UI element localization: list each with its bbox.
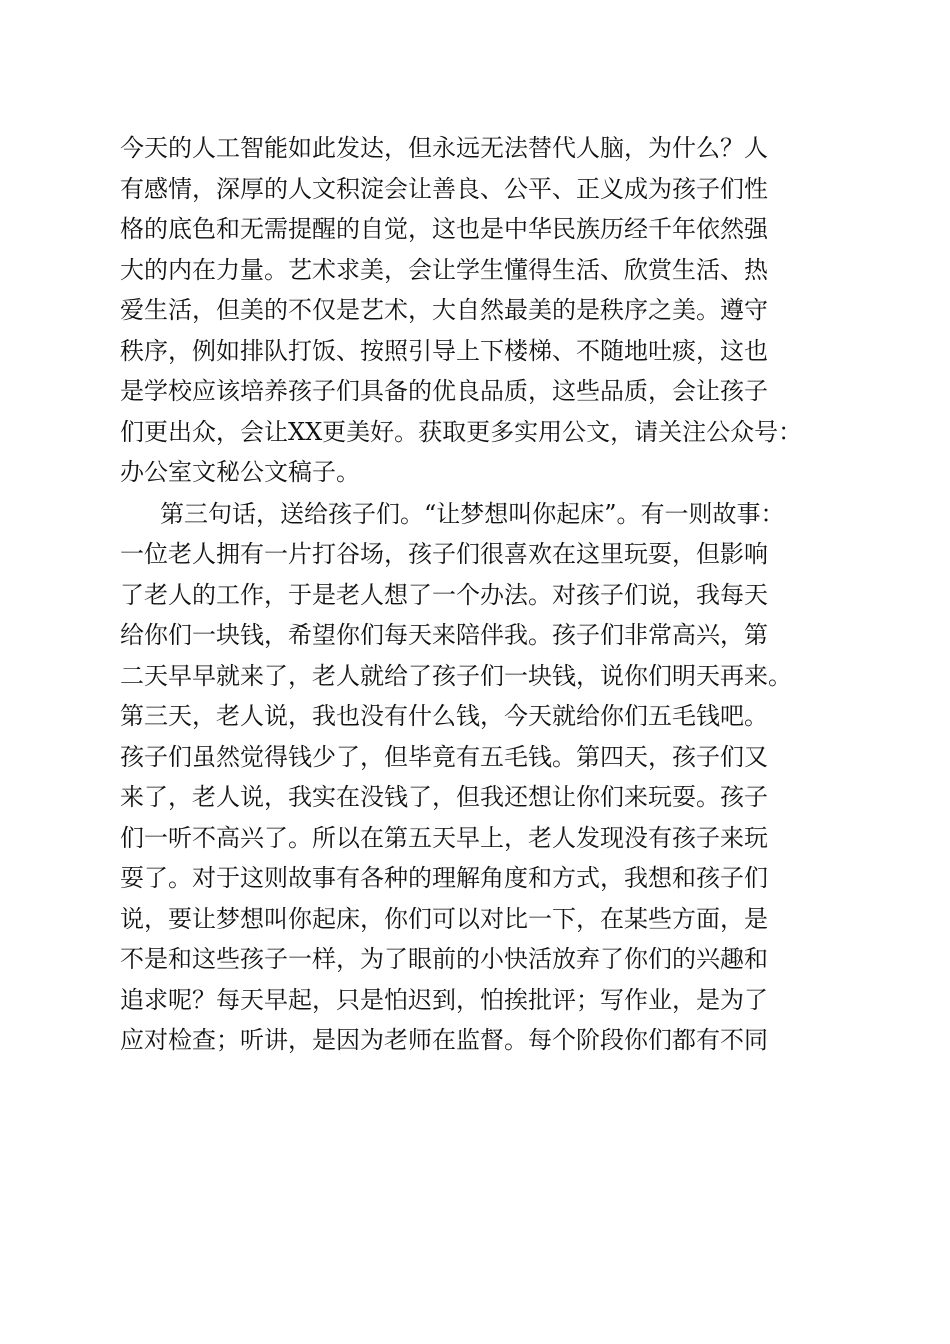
paragraph-line: 了老人的工作，于是老人想了一个办法。对孩子们说，我每天 xyxy=(120,580,768,609)
paragraph-line: 不是和这些孩子一样，为了眼前的小快活放弃了你们的兴趣和 xyxy=(120,945,768,973)
paragraph-line: 有感情，深厚的人文积淀会让善良、公平、正义成为孩子们性 xyxy=(120,174,768,203)
paragraph-line: 大的内在力量。艺术求美，会让学生懂得生活、欣赏生活、热 xyxy=(120,255,768,284)
paragraph-line: 们更出众，会让XX更美好。获取更多实用公文，请关注公众号： xyxy=(120,417,803,446)
paragraph-line: 第三句话，送给孩子们。“让梦想叫你起床”。有一则故事： xyxy=(160,499,785,528)
paragraph-line: 是学校应该培养孩子们具备的优良品质，这些品质，会让孩子 xyxy=(120,377,768,405)
paragraph-line: 孩子们虽然觉得钱少了，但毕竟有五毛钱。第四天，孩子们又 xyxy=(120,742,768,771)
document-body xyxy=(120,128,840,1061)
paragraph-line: 爱生活，但美的不仅是艺术，大自然最美的是秩序之美。遵守 xyxy=(120,296,768,324)
paragraph-line: 耍了。对于这则故事有各种的理解角度和方式，我想和孩子们 xyxy=(120,864,768,892)
paragraph-line: 说，要让梦想叫你起床，你们可以对比一下，在某些方面，是 xyxy=(120,904,768,933)
paragraph-line: 格的底色和无需提醒的自觉，这也是中华民族历经千年依然强 xyxy=(120,215,768,243)
paragraph-line: 们一听不高兴了。所以在第五天早上，老人发现没有孩子来玩 xyxy=(120,823,768,852)
paragraph-line: 应对检查；听讲，是因为老师在监督。每个阶段你们都有不同 xyxy=(120,1026,768,1054)
paragraph-line: 一位老人拥有一片打谷场，孩子们很喜欢在这里玩耍，但影响 xyxy=(120,540,768,568)
paragraph-line: 办公室文秘公文稿子。 xyxy=(120,458,360,486)
paragraph-line: 第三天，老人说，我也没有什么钱，今天就给你们五毛钱吧。 xyxy=(120,702,768,730)
paragraph-1 xyxy=(120,128,840,493)
paragraph-line: 追求呢？每天早起，只是怕迟到，怕挨批评；写作业，是为了 xyxy=(120,985,768,1014)
paragraph-line: 今天的人工智能如此发达，但永远无法替代人脑，为什么？人 xyxy=(120,134,768,162)
paragraph-line: 秩序，例如排队打饭、按照引导上下楼梯、不随地吐痰，这也 xyxy=(120,336,768,365)
paragraph-2 xyxy=(120,494,840,1061)
paragraph-line: 来了，老人说，我实在没钱了，但我还想让你们来玩耍。孩子 xyxy=(120,783,768,811)
paragraph-line: 二天早早就来了，老人就给了孩子们一块钱，说你们明天再来。 xyxy=(120,661,792,690)
paragraph-line: 给你们一块钱，希望你们每天来陪伴我。孩子们非常高兴，第 xyxy=(120,621,768,649)
